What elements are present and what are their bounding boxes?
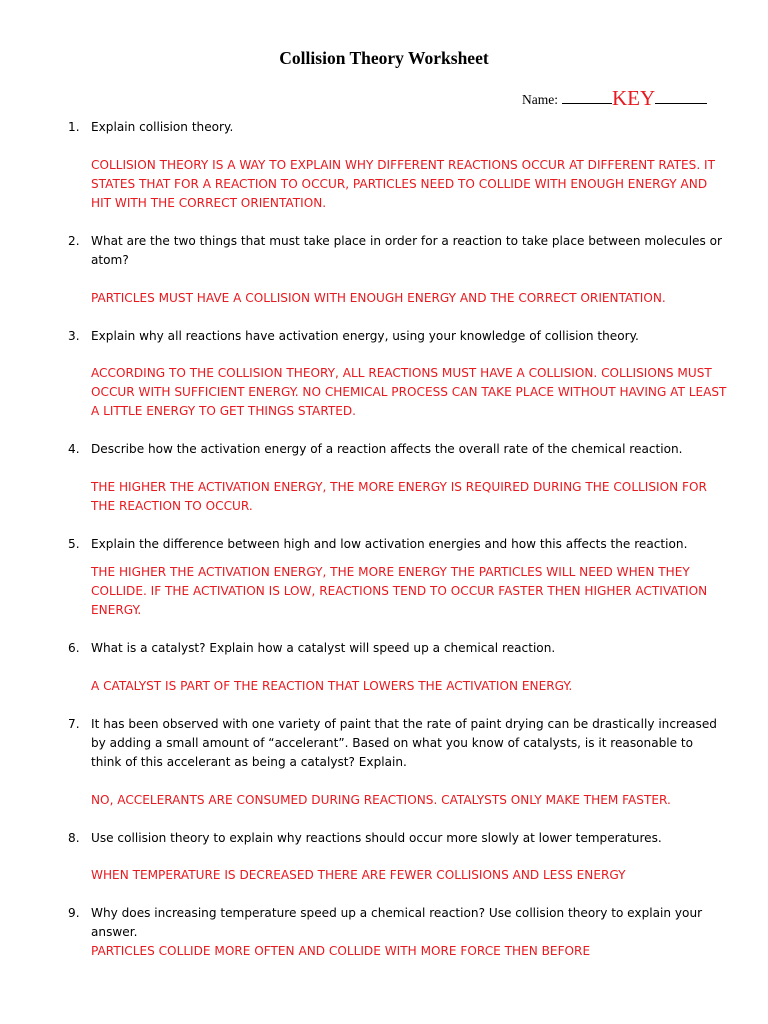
question-number: 1. (68, 120, 80, 134)
question-text: What is a catalyst? Explain how a catalyst will speed up a chemical reaction. (91, 641, 556, 655)
answer-8: WHEN TEMPERATURE IS DECREASED THERE ARE FEWER COLLISIONS AND LESS ENERGY (91, 868, 626, 882)
question-1 (68, 118, 728, 137)
answer-1: COLLISION THEORY IS A WAY TO EXPLAIN WHY DIFFERENT REACTIONS OCCUR AT DIFFERENT RATES. IT STATES THAT FOR A REACTION TO OCCUR, PARTICLES NEED TO COLLIDE WITH ENOUGH ENERGY AND HIT WITH THE CORRECT ORIENTATION. (91, 158, 715, 210)
question-text: Why does increasing temperature speed up a chemical reaction? Use collision theory to explain your answer. (91, 906, 703, 939)
question-number: 5. (68, 537, 80, 551)
question-number: 3. (68, 329, 80, 343)
question-number: 7. (68, 717, 80, 731)
question-number: 8. (68, 831, 80, 845)
answer-2: PARTICLES MUST HAVE A COLLISION WITH ENOUGH ENERGY AND THE CORRECT ORIENTATION. (91, 291, 666, 305)
question-text: What are the two things that must take place in order for a reaction to take place between molecules or atom? (91, 234, 723, 267)
question-9 (68, 904, 728, 942)
answer-6: A CATALYST IS PART OF THE REACTION THAT LOWERS THE ACTIVATION ENERGY. (91, 679, 573, 693)
question-number: 2. (68, 234, 80, 248)
name-value: KEY (612, 86, 656, 110)
question-text: Explain why all reactions have activation energy, using your knowledge of collision theory. (91, 329, 639, 343)
question-4 (68, 440, 728, 459)
answer-9: PARTICLES COLLIDE MORE OFTEN AND COLLIDE WITH MORE FORCE THEN BEFORE (91, 944, 591, 958)
question-text: Describe how the activation energy of a reaction affects the overall rate of the chemical reaction. (91, 442, 683, 456)
answer-3: ACCORDING TO THE COLLISION THEORY, ALL REACTIONS MUST HAVE A COLLISION. COLLISIONS MUST OCCUR WITH SUFFICIENT ENERGY. NO CHEMICAL PROCESS CAN TAKE PLACE WITHOUT HAVING AT LEAST A LITTLE ENERGY TO GET THINGS STARTED. (91, 366, 727, 418)
question-3 (68, 327, 728, 346)
question-8 (68, 829, 728, 848)
question-5 (68, 535, 728, 554)
name-blank-right (655, 88, 707, 104)
name-blank-left (562, 88, 612, 104)
question-text: Explain collision theory. (91, 120, 234, 134)
name-label: Name: (522, 92, 558, 107)
question-number: 9. (68, 906, 80, 920)
question-text: Use collision theory to explain why reactions should occur more slowly at lower temperatures. (91, 831, 662, 845)
answer-5: THE HIGHER THE ACTIVATION ENERGY, THE MORE ENERGY THE PARTICLES WILL NEED WHEN THEY COLLIDE. IF THE ACTIVATION IS LOW, REACTIONS TEND TO OCCUR FASTER THEN HIGHER ACTIVATION ENERGY. (91, 565, 708, 617)
answer-7: NO, ACCELERANTS ARE CONSUMED DURING REACTIONS. CATALYSTS ONLY MAKE THEM FASTER. (91, 793, 671, 807)
question-text: It has been observed with one variety of paint that the rate of paint drying can be drastically increased by adding a small amount of “accelerant”. Based on what you know of catalysts, is it reasonable to think of this accelerant as being a catalyst? Explain. (91, 717, 717, 769)
question-6 (68, 639, 728, 658)
name-line (522, 86, 707, 111)
worksheet-title: Collision Theory Worksheet (279, 48, 489, 68)
question-number: 6. (68, 641, 80, 655)
question-2 (68, 232, 728, 270)
question-number: 4. (68, 442, 80, 456)
question-text: Explain the difference between high and low activation energies and how this affects the reaction. (91, 537, 688, 551)
question-7 (68, 715, 728, 772)
answer-4: THE HIGHER THE ACTIVATION ENERGY, THE MORE ENERGY IS REQUIRED DURING THE COLLISION FOR THE REACTION TO OCCUR. (91, 480, 707, 513)
